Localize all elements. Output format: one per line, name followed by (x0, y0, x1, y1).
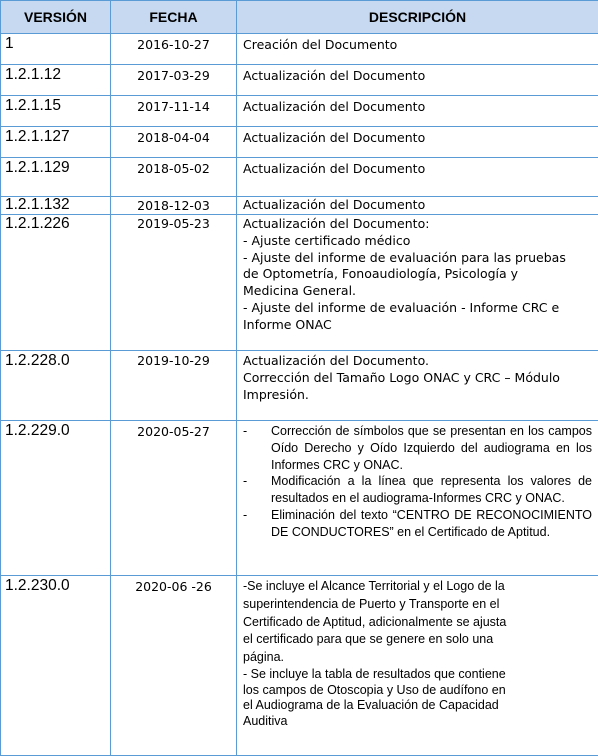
version-cell: 1.2.1.15 (1, 96, 111, 127)
description-cell (237, 127, 598, 158)
description-cell (237, 96, 598, 127)
header-date: FECHA (111, 1, 237, 34)
version-cell: 1.2.1.132 (1, 197, 111, 215)
version-cell: 1 (1, 34, 111, 65)
version-cell: 1.2.230.0 (1, 576, 111, 756)
description-line: -Se incluye el Alcance Territorial y el Logo de la (243, 579, 505, 593)
date-cell: 2019-05-23 (111, 215, 237, 351)
header-row (1, 1, 598, 34)
table-row (1, 96, 598, 127)
description-line: Actualización del Documento (243, 197, 426, 212)
description-line: el Audiograma de la Evaluación de Capacidad (243, 698, 499, 713)
version-cell: 1.2.1.12 (1, 65, 111, 96)
table-row (1, 421, 598, 576)
date-cell: 2017-11-14 (111, 96, 237, 127)
list-item: - Modificación a la línea que representa los valores de resultados en el audiograma-Informes CRC y ONAC. (243, 473, 592, 507)
description-line: - Ajuste del informe de evaluación para las pruebas (243, 249, 566, 265)
version-cell: 1.2.1.127 (1, 127, 111, 158)
description-line: Actualización del Documento (243, 161, 426, 176)
description-line: Actualización del Documento (243, 130, 426, 145)
list-item: - Corrección de símbolos que se presentan en los campos Oído Derecho y Oído Izquierdo del audiograma en los Informes CRC y ONAC. (243, 423, 592, 473)
description-line: Auditiva (243, 713, 288, 728)
table-row (1, 197, 598, 215)
header-version: VERSIÓN (1, 1, 111, 34)
description-line: Actualización del Documento (243, 68, 426, 83)
table-row (1, 127, 598, 158)
description-cell (237, 576, 598, 756)
version-cell: 1.2.1.226 (1, 215, 111, 351)
table-row (1, 215, 598, 351)
description-line: Actualización del Documento. (243, 353, 429, 368)
date-cell: 2020-05-27 (111, 421, 237, 576)
description-line: Creación del Documento (243, 37, 398, 52)
description-cell (237, 351, 598, 421)
description-line: superintendencia de Puerto y Transporte en el (243, 596, 500, 611)
version-cell: 1.2.1.129 (1, 158, 111, 197)
table-row (1, 65, 598, 96)
description-line: página. (243, 650, 285, 665)
date-cell: 2018-04-04 (111, 127, 237, 158)
description-line: Certificado de Aptitud, adicionalmente se ajusta (243, 614, 507, 629)
description-line: Impresión. (243, 386, 309, 402)
version-cell: 1.2.229.0 (1, 421, 111, 576)
description-cell (237, 158, 598, 197)
header-description: DESCRIPCIÓN (237, 1, 598, 34)
table-row (1, 351, 598, 421)
date-cell: 2016-10-27 (111, 34, 237, 65)
description-line: - Ajuste certificado médico (243, 232, 411, 248)
date-cell: 2017-03-29 (111, 65, 237, 96)
date-cell: 2020-06 -26 (111, 576, 237, 756)
table-row (1, 34, 598, 65)
description-line: - Ajuste del informe de evaluación - Informe CRC e (243, 299, 560, 315)
date-cell: 2018-05-02 (111, 158, 237, 197)
description-cell (237, 197, 598, 215)
description-line: Actualización del Documento: (243, 216, 430, 231)
date-cell: 2019-10-29 (111, 351, 237, 421)
description-line: Medicina General. (243, 283, 357, 299)
table-row (1, 158, 598, 197)
description-cell (237, 421, 598, 576)
description-line: Informe ONAC (243, 316, 332, 332)
description-line: los campos de Otoscopia y Uso de audífono en (243, 682, 506, 697)
description-line: Corrección del Tamaño Logo ONAC y CRC – Módulo (243, 369, 560, 385)
description-line: de Optometría, Fonoaudiología, Psicología y (243, 266, 519, 282)
change-list (243, 423, 592, 541)
description-line: el certificado para que se genere en solo una (243, 632, 494, 647)
version-cell: 1.2.228.0 (1, 351, 111, 421)
description-line: Actualización del Documento (243, 99, 426, 114)
date-cell: 2018-12-03 (111, 197, 237, 215)
table-row (1, 576, 598, 756)
description-line: - Se incluye la tabla de resultados que contiene (243, 666, 506, 681)
description-cell (237, 65, 598, 96)
description-cell (237, 34, 598, 65)
description-cell (237, 215, 598, 351)
list-item: - Eliminación del texto “CENTRO DE RECONOCIMIENTO DE CONDUCTORES” en el Certificado de Aptitud. (243, 507, 592, 541)
